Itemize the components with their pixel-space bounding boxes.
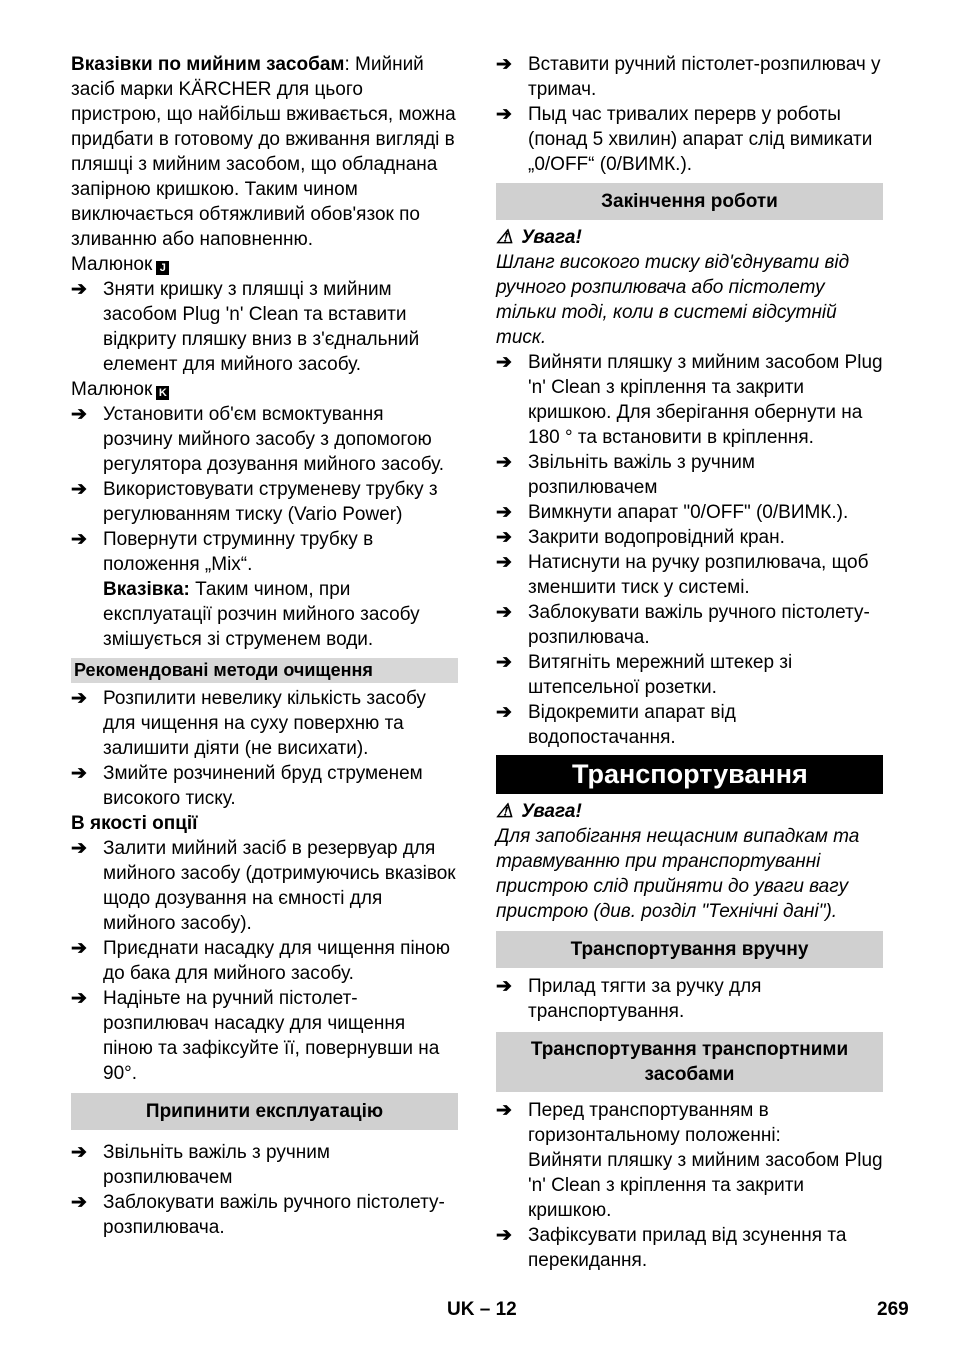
list-item: ➔ Вставити ручний пістолет-розпилювач у тримач. — [496, 54, 881, 100]
list-item: ➔ Надіньте на ручний пістолет-розпилювач насадку для чищення піною та зафіксуйте її, повернувши на 90°. — [71, 988, 440, 1084]
arrow-icon: ➔ — [71, 988, 87, 1009]
figure-ref-j — [71, 252, 458, 277]
arrow-icon: ➔ — [496, 502, 512, 523]
list-item: ➔ Перед транспортуванням в горизонтальному положенні: — [496, 1100, 781, 1146]
arrow-icon: ➔ — [71, 763, 87, 784]
arrow-icon: ➔ — [496, 104, 512, 125]
arrow-icon: ➔ — [496, 1225, 512, 1246]
warning-icon: ⚠ — [496, 801, 514, 822]
warning-text: Шланг високого тиску від'єднувати від ручного розпилювача або пістолету тільки тоді, коли в системі відсутній тиск. — [496, 252, 850, 348]
arrow-icon: ➔ — [496, 527, 512, 548]
intro-paragraph — [71, 52, 458, 252]
arrow-icon: ➔ — [496, 1100, 512, 1121]
arrow-icon: ➔ — [71, 838, 87, 859]
arrow-icon: ➔ — [496, 552, 512, 573]
list-item: ➔ Заблокувати важіль ручного пістолету-розпилювача. — [496, 602, 870, 648]
warning-title: ⚠ Увага! — [496, 801, 582, 822]
section-heading-stop: Припинити експлуатацію — [71, 1093, 458, 1130]
figure-label: Малюнок — [71, 379, 153, 400]
list-item: ➔ Розпилити невелику кількість засобу для чищення на суху поверхню та залишити діяти (не висихати). — [71, 688, 426, 759]
section-heading-transport: Транспортування — [496, 755, 883, 794]
arrow-icon: ➔ — [71, 529, 87, 550]
figure-label: Малюнок — [71, 254, 153, 275]
figure-k-icon: K — [156, 386, 169, 400]
list-item: ➔ Відокремити апарат від водопостачання. — [496, 702, 736, 748]
note-paragraph — [71, 577, 458, 652]
note-text: Таким чином, при експлуатації розчин мийного засобу змішується зі струменем води. — [103, 579, 420, 650]
note-bold: Вказівка: — [103, 579, 190, 600]
arrow-icon: ➔ — [71, 479, 87, 500]
arrow-icon: ➔ — [496, 452, 512, 473]
list-item: ➔ Зняти кришку з пляшці з мийним засобом Plug 'n' Clean та вставити відкриту пляшку вниз в з'єднальний елемент для мийного засобу. — [71, 279, 420, 375]
list-item: ➔ Прилад тягти за ручку для транспортування. — [496, 976, 762, 1022]
list-item: ➔ Використовувати струменеву трубку з регулюванням тиску (Vario Power) — [71, 479, 438, 525]
list-item: ➔ Залити мийний засіб в резервуар для мийного засобу (дотримуючись вказівок щодо дозування на ємності для мийного засобу). — [71, 838, 456, 934]
list-item: ➔ Приєднати насадку для чищення піною до бака для мийного засобу. — [71, 938, 450, 984]
section-heading-recommended: Рекомендовані методи очищення — [71, 658, 458, 683]
arrow-icon: ➔ — [496, 976, 512, 997]
list-item: ➔ Повернути струминну трубку в положення „Mix“. — [71, 529, 374, 575]
arrow-icon: ➔ — [496, 702, 512, 723]
page-number: 269 — [877, 1299, 909, 1320]
list-item: ➔ Вийняти пляшку з мийним засобом Plug 'n' Clean з кріплення та закрити кришкою. Для зберігання обернути на 180 ° та встановити в кріплення. — [496, 352, 883, 448]
list-item: ➔ Змийте розчинений бруд струменем високого тиску. — [71, 763, 423, 809]
warning-title: ⚠ Увага! — [496, 227, 582, 248]
list-item: ➔ Звільніть важіль з ручним розпилювачем — [71, 1142, 330, 1188]
figure-j-icon: J — [156, 261, 169, 275]
warning-icon: ⚠ — [496, 227, 514, 248]
list-item: ➔ Закрити водопровідний кран. — [496, 527, 785, 548]
list-item: ➔ Установити об'єм всмоктування розчину мийного засобу з допомогою регулятора дозування мийного засобу. — [71, 404, 445, 475]
section-heading-vehicle-transport: Транспортування транспортними засобами — [496, 1032, 883, 1092]
arrow-icon: ➔ — [71, 404, 87, 425]
arrow-icon: ➔ — [496, 54, 512, 75]
arrow-icon: ➔ — [71, 1142, 87, 1163]
intro-text: : Мийний засіб марки KÄRCHER для цього пристрою, що найбільш вживається, можна придбати в готовому до вживання вигляді в пляшці з мийним засобом, що обладнана запірною кришкою. Таким чином виключається обтяжливий обов'язок по зливанню або наповненню. — [71, 54, 456, 250]
arrow-icon: ➔ — [71, 688, 87, 709]
right-column — [496, 52, 883, 1273]
subheading-optional: В якості опції — [71, 813, 198, 834]
arrow-icon: ➔ — [71, 938, 87, 959]
intro-bold: Вказівки по мийним засобам — [71, 54, 345, 75]
arrow-icon: ➔ — [496, 352, 512, 373]
figure-ref-k — [71, 377, 458, 402]
list-item: ➔ Натиснути на ручку розпилювача, щоб зменшити тиск у системі. — [496, 552, 869, 598]
arrow-icon: ➔ — [71, 1192, 87, 1213]
list-item: ➔ Вимкнути апарат "0/OFF" (0/ВИМК.). — [496, 502, 849, 523]
list-item: ➔ Зафіксувати прилад від зсунення та перекидання. — [496, 1225, 847, 1271]
page-code: UK – 12 — [447, 1299, 517, 1320]
warning-text: Для запобігання нещасним випадкам та травмуванню при транспортуванні пристрою слід прийняти до уваги вагу пристрою (див. розділ "Технічні дані"). — [496, 826, 860, 922]
section-heading-manual-transport: Транспортування вручну — [496, 931, 883, 968]
arrow-icon: ➔ — [496, 602, 512, 623]
list-item: ➔ Звільніть важіль з ручним розпилювачем — [496, 452, 755, 498]
list-item: ➔ Заблокувати важіль ручного пістолету-розпилювача. — [71, 1192, 445, 1238]
section-heading-end-work: Закінчення роботи — [496, 183, 883, 220]
arrow-icon: ➔ — [71, 279, 87, 300]
list-item: ➔ Пыд час тривалих перерв у роботы (понад 5 хвилин) апарат слід вимикати „0/OFF“ (0/ВИМК.). — [496, 104, 873, 175]
list-item-continuation: Вийняти пляшку з мийним засобом Plug 'n' Clean з кріплення та закрити кришкою. — [528, 1150, 883, 1221]
arrow-icon: ➔ — [496, 652, 512, 673]
left-column — [71, 52, 458, 1240]
list-item: ➔ Витягніть мережний штекер зі штепсельної розетки. — [496, 652, 793, 698]
